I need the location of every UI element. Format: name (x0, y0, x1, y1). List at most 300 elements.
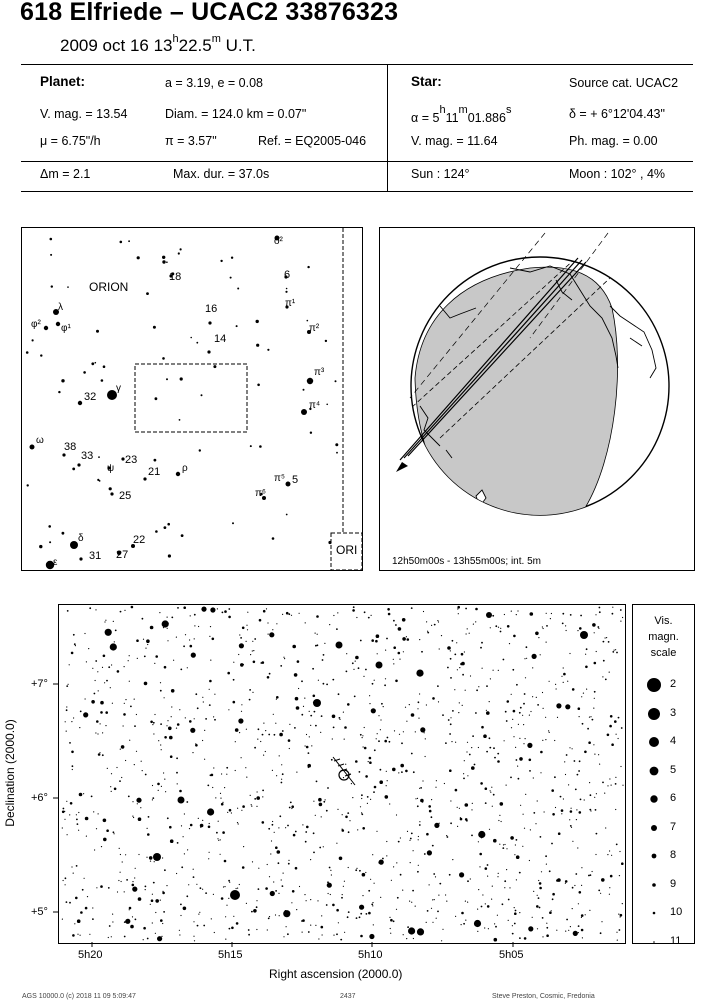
chart-star (583, 693, 584, 694)
chart-star (198, 626, 199, 627)
chart-star (492, 615, 494, 617)
chart-star (551, 910, 552, 911)
chart-star (94, 849, 95, 850)
chart-star (420, 799, 424, 803)
chart-star (497, 915, 498, 916)
chart-star (533, 891, 534, 892)
chart-star (66, 709, 68, 711)
chart-star (64, 819, 65, 820)
chart-star (138, 854, 139, 855)
chart-star (84, 633, 85, 634)
chart-star (517, 766, 518, 767)
chart-star (450, 650, 451, 651)
chart-star (546, 934, 549, 937)
chart-star (527, 743, 532, 748)
chart-star (512, 669, 514, 671)
chart-star (367, 803, 368, 804)
chart-star (319, 847, 321, 849)
finder-star-label: 38 (64, 441, 77, 453)
chart-bright-star (376, 662, 383, 669)
chart-star (226, 905, 227, 906)
chart-star (92, 918, 94, 920)
finder-faint-star (58, 391, 60, 393)
chart-star (555, 684, 556, 685)
chart-star (465, 818, 468, 821)
chart-star (71, 652, 74, 655)
chart-star (401, 771, 403, 773)
chart-star (592, 623, 596, 627)
chart-star (214, 694, 215, 695)
chart-star (614, 650, 615, 651)
chart-star (299, 886, 300, 887)
chart-star (288, 739, 291, 742)
chart-star (262, 661, 265, 664)
chart-star (332, 738, 333, 739)
finder-star-label: γ (116, 383, 121, 394)
chart-star (456, 642, 457, 643)
chart-star (449, 733, 451, 735)
finder-faint-star (250, 445, 252, 447)
chart-star (356, 917, 358, 919)
xtick-label: 5h20 (78, 949, 103, 961)
chart-star (554, 740, 555, 741)
chart-star (579, 811, 582, 814)
chart-star (241, 711, 242, 712)
chart-star (427, 631, 428, 632)
chart-star (124, 891, 125, 892)
chart-star (422, 780, 423, 781)
chart-star (315, 925, 316, 926)
chart-star (89, 934, 90, 935)
chart-star (618, 914, 619, 915)
moon-elongation: Moon : 102° , 4% (569, 167, 666, 181)
chart-star (563, 673, 566, 676)
chart-star (504, 880, 506, 882)
chart-star (572, 841, 573, 842)
chart-star (413, 850, 414, 851)
chart-star (98, 813, 99, 814)
chart-star (98, 753, 101, 756)
chart-star (587, 728, 589, 730)
chart-star (86, 661, 87, 662)
chart-star (307, 764, 311, 768)
chart-star (417, 871, 419, 873)
chart-star (198, 818, 199, 819)
chart-star (221, 773, 222, 774)
chart-star (513, 635, 516, 638)
chart-star (72, 765, 74, 767)
chart-star (85, 698, 86, 699)
chart-star (164, 869, 166, 871)
chart-star (222, 831, 225, 834)
chart-star (110, 687, 111, 688)
ytick-label: +7° (31, 678, 48, 690)
chart-star (125, 699, 126, 700)
chart-star (318, 798, 322, 802)
chart-star (519, 738, 520, 739)
chart-star (409, 840, 410, 841)
chart-star (252, 641, 253, 642)
chart-star (514, 912, 517, 915)
chart-star (537, 895, 538, 896)
finder-faint-star (168, 554, 171, 557)
chart-star (507, 700, 510, 703)
chart-star (170, 839, 174, 843)
chart-star (355, 656, 359, 660)
finder-star (176, 472, 180, 476)
chart-star (411, 607, 413, 609)
chart-star (124, 936, 126, 938)
chart-star (599, 764, 600, 765)
chart-star (152, 922, 153, 923)
chart-star (250, 795, 251, 796)
finder-star (301, 409, 307, 415)
chart-star (406, 636, 407, 637)
finder-faint-star (286, 288, 288, 290)
chart-star (537, 704, 539, 706)
chart-star (529, 715, 530, 716)
chart-star (62, 811, 65, 814)
chart-star (301, 680, 303, 682)
boundary-label: ORI (336, 543, 358, 557)
finder-faint-star (285, 291, 287, 293)
chart-star (283, 936, 284, 937)
chart-star (92, 907, 93, 908)
chart-star (224, 886, 225, 887)
chart-star (387, 780, 388, 781)
chart-star (339, 719, 340, 720)
chart-star (565, 625, 566, 626)
chart-star (132, 801, 133, 802)
chart-star (490, 790, 491, 791)
chart-star (558, 832, 561, 835)
chart-star (297, 660, 300, 663)
chart-star (605, 827, 606, 828)
chart-star (525, 738, 526, 739)
finder-faint-star (307, 266, 309, 268)
chart-star (594, 754, 595, 755)
chart-star (315, 633, 316, 634)
chart-star (359, 870, 361, 872)
chart-star (121, 777, 122, 778)
chart-star (512, 933, 514, 935)
chart-star (130, 706, 132, 708)
chart-star (604, 793, 605, 794)
finder-faint-star (236, 325, 238, 327)
chart-star (438, 621, 439, 622)
chart-star (478, 747, 479, 748)
chart-star (343, 886, 344, 887)
chart-star (306, 746, 309, 749)
chart-star (63, 808, 65, 810)
finder-stars (26, 236, 338, 570)
chart-star (360, 913, 362, 915)
chart-star (305, 622, 306, 623)
chart-star (588, 875, 590, 877)
chart-star (177, 783, 178, 784)
chart-star (530, 612, 534, 616)
chart-star (161, 786, 162, 787)
chart-star (189, 720, 192, 723)
chart-star (134, 725, 136, 727)
chart-star (584, 751, 587, 754)
finder-star-label: π⁶ (255, 488, 267, 499)
header-rule-top (21, 64, 693, 65)
chart-star (200, 824, 204, 828)
chart-star (321, 915, 322, 916)
legend-row (633, 820, 694, 836)
chart-star (138, 817, 142, 821)
chart-star (450, 677, 452, 679)
chart-star (319, 803, 323, 807)
chart-star (616, 844, 618, 846)
chart-star (569, 653, 570, 654)
chart-star (132, 881, 133, 882)
chart-star (478, 686, 479, 687)
chart-star (180, 915, 181, 916)
chart-star (136, 798, 141, 803)
chart-star (506, 869, 507, 870)
chart-star (434, 899, 435, 900)
chart-star (524, 937, 527, 940)
chart-star (76, 814, 77, 815)
chart-star (425, 738, 426, 739)
chart-star (142, 618, 144, 620)
chart-star (513, 710, 516, 713)
chart-star (602, 782, 604, 784)
chart-star (331, 759, 333, 761)
chart-star (542, 626, 543, 627)
chart-star (524, 693, 526, 695)
chart-star (615, 809, 616, 810)
chart-star (295, 831, 297, 833)
chart-star (366, 913, 368, 915)
chart-star (365, 669, 367, 671)
chart-star (183, 836, 184, 837)
finder-star (143, 477, 146, 480)
chart-star (526, 658, 527, 659)
chart-star (253, 650, 254, 651)
chart-star (339, 857, 343, 861)
chart-star (309, 736, 310, 737)
chart-star (371, 708, 376, 713)
chart-star (242, 805, 245, 808)
chart-star (575, 873, 577, 875)
chart-star (560, 796, 562, 798)
chart-star (130, 925, 134, 929)
chart-star (247, 629, 248, 630)
chart-star (434, 823, 439, 828)
finder-faint-star (178, 252, 180, 254)
chart-star (250, 654, 251, 655)
chart-star (236, 922, 239, 925)
chart-star (246, 729, 247, 730)
chart-star (278, 862, 280, 864)
chart-star (417, 798, 418, 799)
chart-star (494, 923, 495, 924)
chart-star (123, 725, 124, 726)
legend-row (633, 706, 694, 722)
chart-star (199, 912, 200, 913)
chart-star (258, 888, 260, 890)
finder-faint-star (162, 357, 165, 360)
chart-star (395, 624, 397, 626)
chart-star (252, 692, 253, 693)
chart-star (268, 634, 269, 635)
chart-star (202, 820, 203, 821)
chart-star (229, 882, 230, 883)
chart-star (99, 752, 100, 753)
chart-star (203, 925, 205, 927)
chart-star (489, 747, 491, 749)
star-source-catalog: Source cat. UCAC2 (569, 76, 679, 90)
chart-star (177, 607, 179, 609)
chart-star (503, 659, 505, 661)
chart-star (211, 918, 212, 919)
chart-star (372, 902, 373, 903)
chart-star (279, 755, 280, 756)
finder-star-label: 33 (81, 450, 94, 462)
chart-star (312, 668, 314, 670)
chart-star (336, 909, 339, 912)
chart-star (355, 760, 358, 763)
chart-star (417, 928, 424, 935)
chart-star (619, 851, 620, 852)
chart-star (383, 706, 384, 707)
chart-star (237, 822, 238, 823)
chart-star (291, 805, 294, 808)
chart-star (306, 900, 307, 901)
chart-star (585, 914, 586, 915)
finder-faint-star (335, 380, 337, 382)
chart-star (450, 658, 452, 660)
chart-star (336, 628, 338, 630)
chart-star (155, 899, 159, 903)
chart-star (514, 907, 515, 908)
chart-star (288, 863, 290, 865)
chart-star (195, 744, 198, 747)
chart-star (152, 785, 153, 786)
finder-faint-star (96, 330, 99, 333)
chart-star (69, 814, 70, 815)
chart-star (65, 721, 66, 722)
chart-star (322, 934, 323, 935)
chart-star (419, 693, 420, 694)
chart-star (486, 685, 488, 687)
chart-star (431, 816, 433, 818)
legend-dot (638, 763, 668, 779)
chart-star (348, 867, 349, 868)
chart-star (493, 794, 495, 796)
chart-star (121, 881, 122, 882)
chart-star (129, 907, 132, 910)
chart-star (376, 738, 377, 739)
legend-dot (638, 934, 668, 950)
chart-star (239, 643, 244, 648)
chart-star (538, 637, 539, 638)
chart-star (308, 767, 309, 768)
chart-star (306, 734, 307, 735)
chart-star (227, 812, 228, 813)
chart-star (369, 695, 370, 696)
chart-star (417, 805, 419, 807)
chart-star (260, 741, 261, 742)
chart-star (200, 827, 201, 828)
chart-star (240, 637, 242, 639)
chart-star (566, 630, 567, 631)
chart-star (208, 858, 209, 859)
chart-star (292, 645, 296, 649)
chart-star (290, 802, 292, 804)
chart-star (431, 908, 432, 909)
asteroid-track (333, 757, 355, 785)
chart-star (619, 875, 620, 876)
chart-star (406, 721, 407, 722)
chart-star (469, 754, 471, 756)
chart-star (218, 840, 219, 841)
chart-star (248, 929, 250, 931)
chart-star (310, 925, 311, 926)
chart-star (475, 712, 477, 714)
chart-star (572, 688, 575, 691)
chart-star (210, 607, 215, 612)
chart-star (609, 894, 610, 895)
chart-star (362, 735, 363, 736)
chart-star (313, 801, 314, 802)
chart-star (478, 841, 479, 842)
finder-faint-star (181, 534, 184, 537)
chart-star (407, 831, 408, 832)
chart-star (612, 651, 614, 653)
chart-star (100, 701, 104, 705)
chart-star (369, 757, 372, 760)
chart-star (497, 753, 499, 755)
chart-star (561, 813, 562, 814)
chart-star (257, 739, 258, 740)
chart-star (276, 699, 277, 700)
chart-star (442, 929, 443, 930)
finder-faint-star (72, 468, 75, 471)
chart-star (231, 812, 232, 813)
chart-star (393, 663, 394, 664)
chart-star (77, 919, 81, 923)
chart-star (520, 707, 522, 709)
chart-star (572, 887, 574, 889)
finder-faint-star (325, 340, 327, 342)
chart-star (516, 684, 518, 686)
chart-star (274, 832, 275, 833)
chart-star (342, 894, 343, 895)
event-datetime: 2009 oct 16 13$^h$22.5$^m$ U.T. (60, 33, 256, 55)
chart-star (315, 815, 316, 816)
chart-star (348, 911, 350, 913)
chart-star (144, 656, 146, 658)
chart-star (506, 720, 508, 722)
chart-star (169, 826, 172, 829)
chart-star (246, 625, 247, 626)
chart-star (272, 629, 273, 630)
chart-star (501, 821, 502, 822)
chart-star (606, 637, 607, 638)
chart-star (416, 670, 423, 677)
chart-star (209, 689, 210, 690)
chart-star (348, 831, 350, 833)
chart-star (136, 714, 137, 715)
chart-star (326, 904, 328, 906)
chart-star (567, 681, 568, 682)
finder-faint-star (232, 522, 234, 524)
chart-star (194, 940, 195, 941)
